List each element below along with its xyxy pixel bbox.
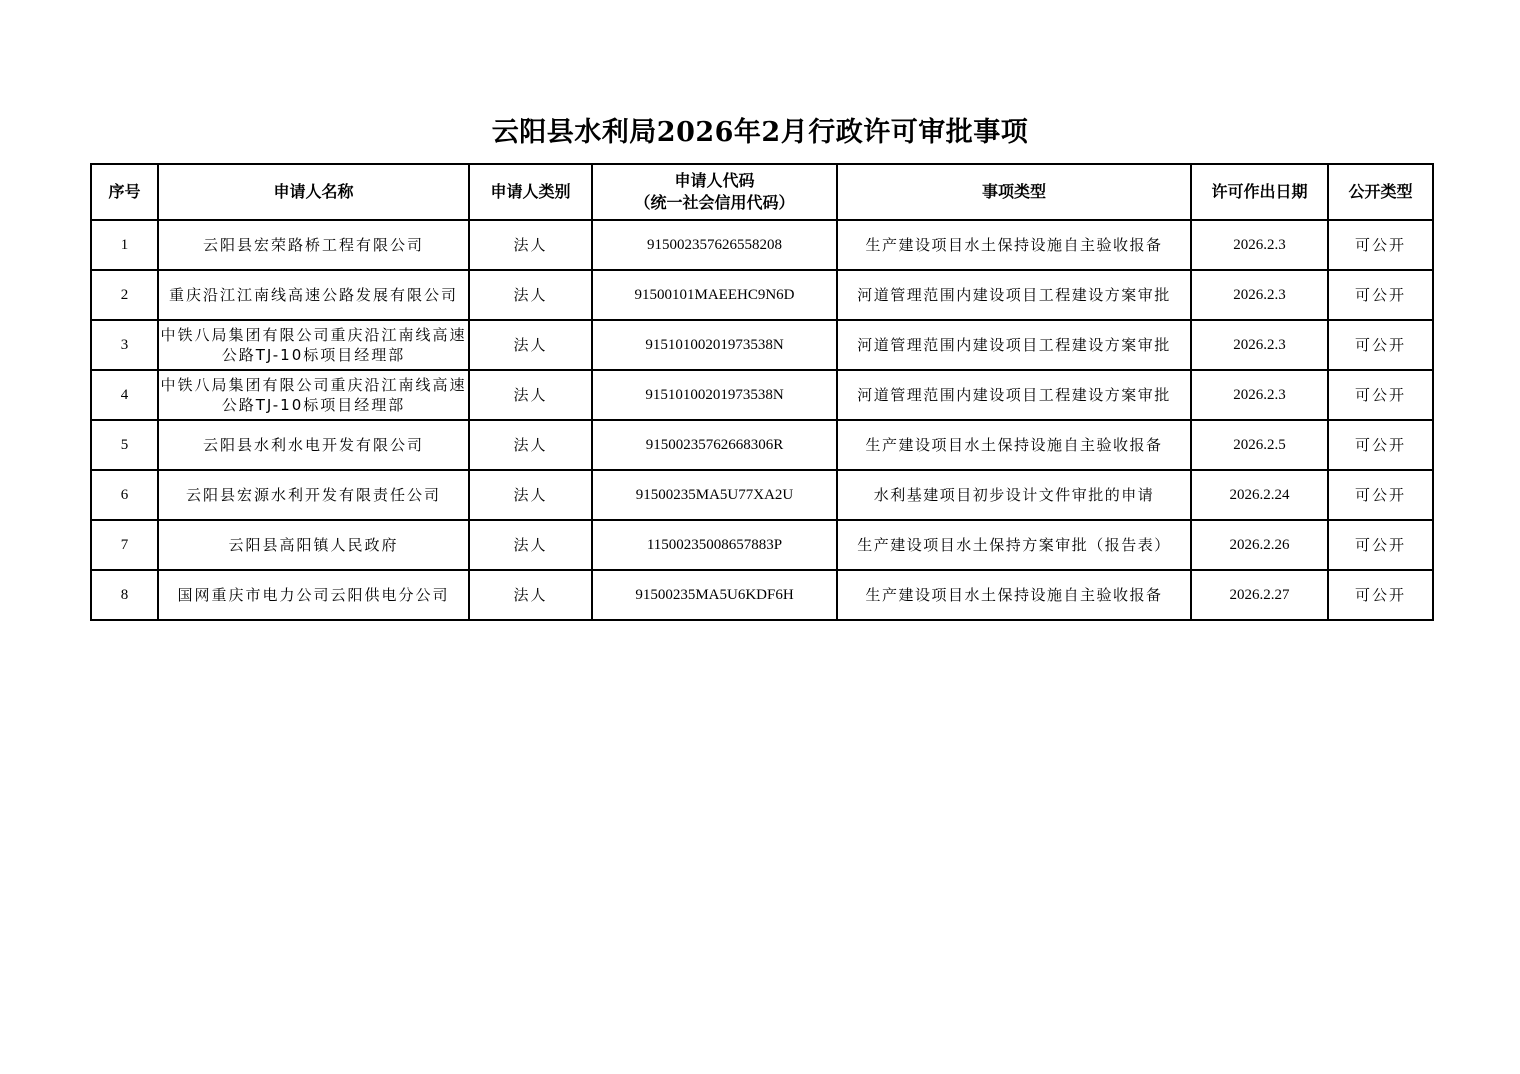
cell-date: 2026.2.3	[1191, 220, 1328, 270]
cell-matter-type: 生产建设项目水土保持设施自主验收报备	[837, 570, 1191, 620]
cell-category: 法人	[469, 320, 592, 370]
cell-date: 2026.2.3	[1191, 270, 1328, 320]
header-matter: 事项类型	[837, 164, 1191, 220]
header-publicity: 公开类型	[1328, 164, 1433, 220]
cell-matter-type: 河道管理范围内建设项目工程建设方案审批	[837, 320, 1191, 370]
cell-credit-code: 91500101MAEEHC9N6D	[592, 270, 837, 320]
header-category: 申请人类别	[469, 164, 592, 220]
cell-date: 2026.2.3	[1191, 370, 1328, 420]
table-row	[91, 270, 1433, 320]
cell-date: 2026.2.24	[1191, 470, 1328, 520]
cell-applicant-name: 云阳县水利水电开发有限公司	[158, 420, 469, 470]
cell-publicity: 可公开	[1328, 220, 1433, 270]
cell-category: 法人	[469, 520, 592, 570]
table-row	[91, 470, 1433, 520]
header-name: 申请人名称	[158, 164, 469, 220]
cell-index: 6	[91, 470, 158, 520]
header-index: 序号	[91, 164, 158, 220]
cell-credit-code: 91500235MA5U77XA2U	[592, 470, 837, 520]
permit-table	[90, 163, 1434, 621]
cell-applicant-name: 云阳县宏荣路桥工程有限公司	[158, 220, 469, 270]
cell-matter-type: 河道管理范围内建设项目工程建设方案审批	[837, 270, 1191, 320]
cell-credit-code: 91510100201973538N	[592, 320, 837, 370]
cell-credit-code: 11500235008657883P	[592, 520, 837, 570]
cell-date: 2026.2.27	[1191, 570, 1328, 620]
cell-credit-code: 915002357626558208	[592, 220, 837, 270]
cell-index: 8	[91, 570, 158, 620]
page-title: 云阳县水利局2026年2月行政许可审批事项	[491, 117, 1029, 148]
cell-category: 法人	[469, 570, 592, 620]
cell-index: 7	[91, 520, 158, 570]
cell-index: 4	[91, 370, 158, 420]
cell-applicant-name: 重庆沿江江南线高速公路发展有限公司	[158, 270, 469, 320]
cell-publicity: 可公开	[1328, 470, 1433, 520]
cell-publicity: 可公开	[1328, 370, 1433, 420]
cell-date: 2026.2.26	[1191, 520, 1328, 570]
table-header-row	[91, 164, 1433, 220]
cell-applicant-name: 中铁八局集团有限公司重庆沿江南线高速公路TJ-10标项目经理部	[158, 370, 469, 420]
cell-matter-type: 生产建设项目水土保持方案审批（报告表）	[837, 520, 1191, 570]
cell-index: 5	[91, 420, 158, 470]
cell-publicity: 可公开	[1328, 520, 1433, 570]
cell-index: 2	[91, 270, 158, 320]
header-code-line2: （统一社会信用代码）	[634, 193, 795, 212]
cell-category: 法人	[469, 420, 592, 470]
cell-publicity: 可公开	[1328, 270, 1433, 320]
table-row	[91, 570, 1433, 620]
cell-category: 法人	[469, 470, 592, 520]
header-code-line1: 申请人代码	[674, 171, 755, 190]
cell-matter-type: 生产建设项目水土保持设施自主验收报备	[837, 420, 1191, 470]
cell-applicant-name: 云阳县宏源水利开发有限责任公司	[158, 470, 469, 520]
table-row	[91, 220, 1433, 270]
cell-publicity: 可公开	[1328, 320, 1433, 370]
cell-credit-code: 91500235MA5U6KDF6H	[592, 570, 837, 620]
cell-index: 1	[91, 220, 158, 270]
cell-date: 2026.2.5	[1191, 420, 1328, 470]
cell-category: 法人	[469, 220, 592, 270]
cell-matter-type: 河道管理范围内建设项目工程建设方案审批	[837, 370, 1191, 420]
cell-category: 法人	[469, 270, 592, 320]
cell-matter-type: 水利基建项目初步设计文件审批的申请	[837, 470, 1191, 520]
table-row	[91, 520, 1433, 570]
cell-index: 3	[91, 320, 158, 370]
cell-credit-code: 91500235762668306R	[592, 420, 837, 470]
cell-publicity: 可公开	[1328, 570, 1433, 620]
table-row	[91, 420, 1433, 470]
cell-matter-type: 生产建设项目水土保持设施自主验收报备	[837, 220, 1191, 270]
cell-publicity: 可公开	[1328, 420, 1433, 470]
cell-category: 法人	[469, 370, 592, 420]
cell-credit-code: 91510100201973538N	[592, 370, 837, 420]
cell-applicant-name: 云阳县高阳镇人民政府	[158, 520, 469, 570]
header-date: 许可作出日期	[1191, 164, 1328, 220]
table-row	[91, 320, 1433, 370]
cell-date: 2026.2.3	[1191, 320, 1328, 370]
table-row	[91, 370, 1433, 420]
cell-applicant-name: 中铁八局集团有限公司重庆沿江南线高速公路TJ-10标项目经理部	[158, 320, 469, 370]
header-code	[592, 164, 837, 220]
cell-applicant-name: 国网重庆市电力公司云阳供电分公司	[158, 570, 469, 620]
